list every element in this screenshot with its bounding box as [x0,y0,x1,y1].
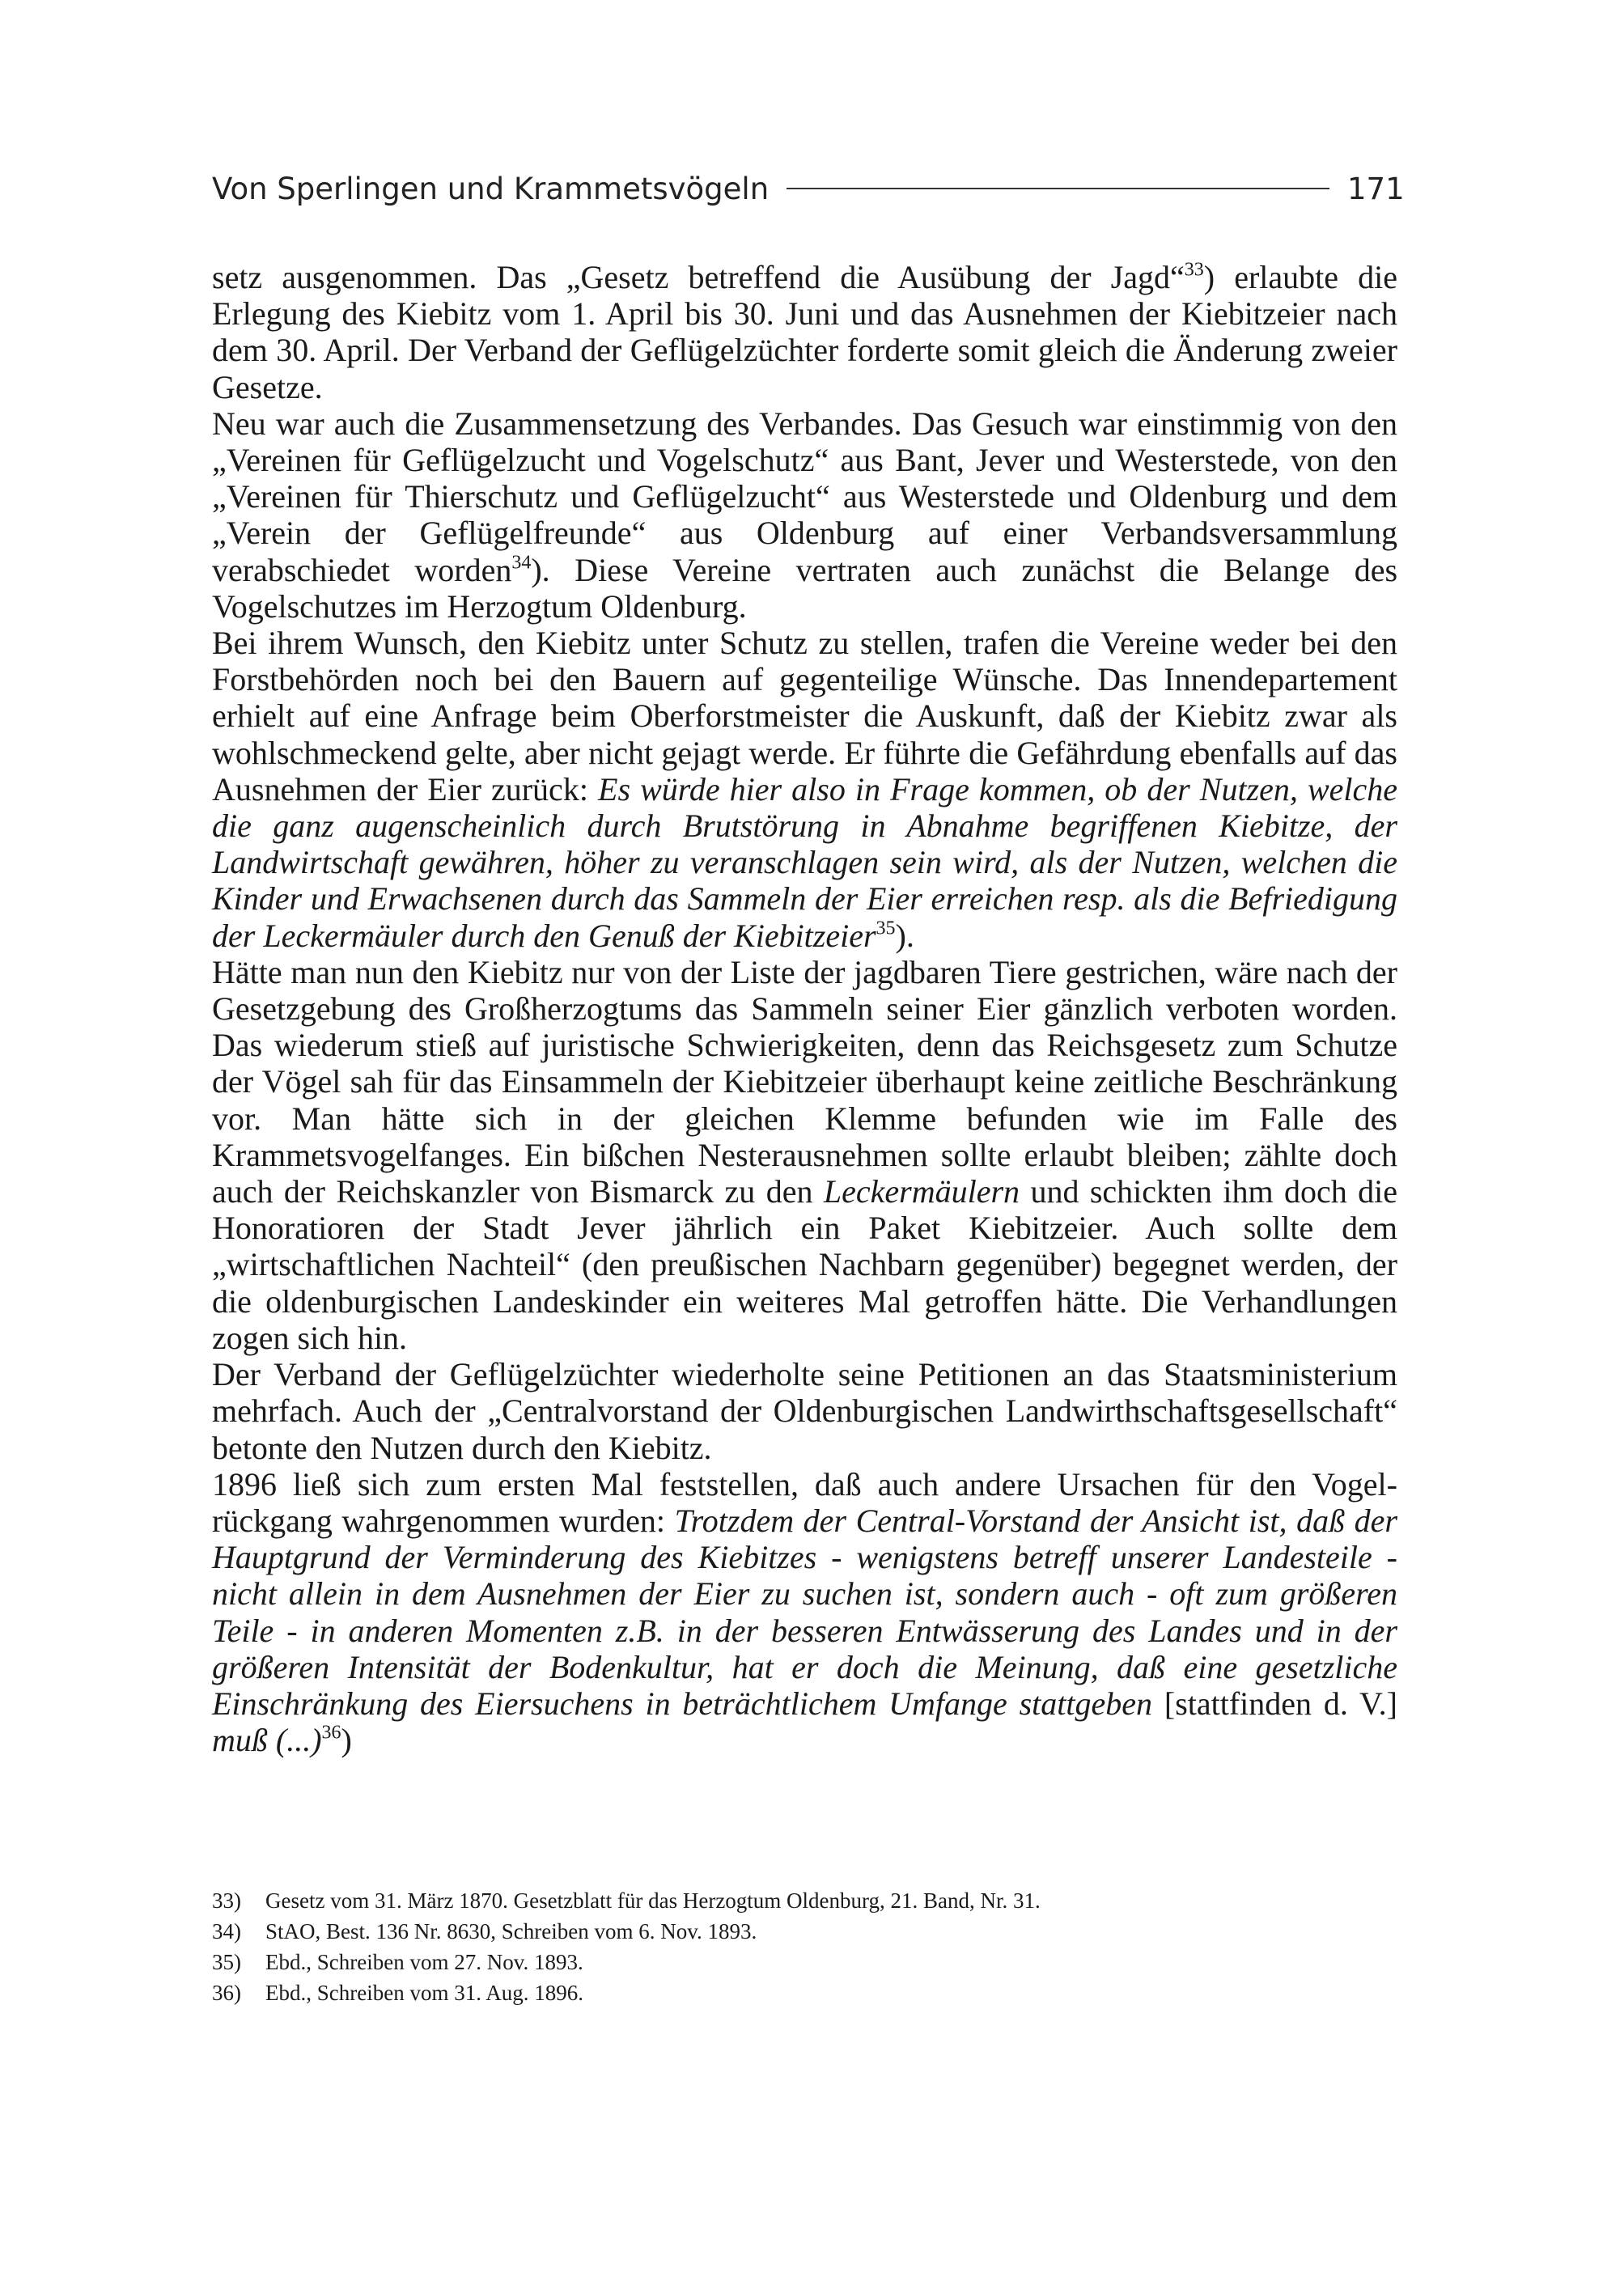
running-head [212,167,1405,210]
running-head-title: Von Sperlingen und Krammetsvögeln [212,171,770,206]
footnote-number: 35) [212,1950,241,1974]
footnotes [212,1885,1397,2008]
footnote-35 [212,1947,1397,1977]
quotation-italic: Trotzdem der Central-Vorstand der Ansicht ist, daß der Hauptgrund der Verminderung des Kiebitzes - wenigstens betreff unserer Landesteile - nicht allein in dem Ausnehmen der Eier zu suchen ist, sondern auch - oft zum größeren Teile - in anderen Momenten z.B. in der besseren Entwässerung des Landes und in der größeren Intensität der Bodenkultur, hat er doch die Meinung, daß eine gesetzliche Einschränkung des Eiersuchens in beträchtlichem Umfange stattgeben [212,1502,1397,1722]
footnote-number: 34) [212,1919,241,1943]
footnote-text: Ebd., Schreiben vom 27. Nov. 1893. [265,1950,583,1974]
text-run: Hätte man nun den Kiebitz nur von der Liste der jagdbaren Tiere gestrichen, wäre nach der Gesetzgebung des Großherzogtums das Sammeln seiner Eier gänzlich verboten worden. Das wiederum stieß auf juristische Schwierigkeiten, denn das Reichsgesetz zum Schutze der Vögel sah für das Einsammeln der Kiebitzeier überhaupt keine zeitliche Beschränkung vor. Man hätte sich in der gleichen Klemme befunden wie im Falle des Krammetsvogelfanges. Ein bißchen Nesterausnehmen sollte erlaubt bleiben; zählte doch auch der Reichskanzler von Bismarck zu den [212,953,1397,1210]
text-run: und schickten ihm doch die Honoratioren der Stadt Jever jährlich ein Paket Kiebitzeier. Auch sollte dem „wirtschaftlichen Nachteil“ (den preußischen Nachbarn gegenüber) begegnet werden, der die oldenburgischen Landeskinder ein weiteres Mal getroffen hätte. Die Verhandlungen zogen sich hin. [212,1173,1398,1356]
footnote-text: Gesetz vom 31. März 1870. Gesetzblatt für das Herzogtum Oldenburg, 21. Band, Nr. 31. [265,1888,1041,1913]
footnote-text: Ebd., Schreiben vom 31. Aug. 1896. [265,1981,583,2005]
footnote-ref-33: 33 [1184,259,1204,281]
text-run: ). Diese Vereine vertraten auch zunächst die Belange des Vogelschutzes im Herzogtum Oldenburg. [212,551,1398,625]
body-text [212,259,1397,1758]
paragraph-4 [212,954,1397,1356]
header-rule [787,188,1329,189]
footnote-text: StAO, Best. 136 Nr. 8630, Schreiben vom 6. Nov. 1893. [265,1919,757,1943]
footnote-number: 33) [212,1888,241,1913]
paragraph-6 [212,1466,1397,1759]
emphasis-italic: Leckermäulern [823,1173,1020,1210]
footnote-36 [212,1977,1397,2008]
footnote-ref-35: 35 [876,918,896,939]
quotation-italic: Es würde hier also in Frage kommen, ob der Nutzen, welche die ganz augenscheinlich durch Brutstörung in Abnahme begriffenen Kiebitze, der Landwirtschaft gewähren, höher zu veranschlagen sein wird, als der Nutzen, welchen die Kinder und Erwachsenen durch das Sammeln der Eier erreichen resp. als die Befriedigung der Leckermäuler durch den Genuß der Kiebitzeier [212,770,1398,954]
text-run: Bei ihrem Wunsch, den Kiebitz unter Schutz zu stellen, trafen die Vereine weder bei den Forstbehörden noch bei den Bauern auf gegenteilige Wünsche. Das Innendepartement erhielt auf eine Anfrage beim Oberforstmeister die Auskunft, daß der Kiebitz zwar als wohlschmeckend gelte, aber nicht gejagt werde. Er führte die Gefährdung ebenfalls auf das Ausnehmen der Eier zurück: [212,625,1397,807]
page-number: 171 [1347,171,1405,206]
footnote-number: 36) [212,1981,241,2005]
footnote-ref-34: 34 [511,552,532,574]
footnote-34 [212,1916,1397,1947]
text-run: 1896 ließ sich zum ersten Mal feststellen, daß auch andere Ursachen für den Vogelrückgang wahrgenommen wurden: [212,1465,1397,1539]
text-run: Neu war auch die Zusammensetzung des Verbandes. Das Gesuch war einstimmig von den „Vereinen für Geflügelzucht und Vogelschutz“ aus Bant, Jever und Westerstede, von den „Vereinen für Thierschutz und Geflügelzucht“ aus Westerstede und Oldenburg und dem „Verein der Geflügelfreunde“ aus Oldenburg auf einer Verbandsversammlung verabschiedet worden [212,405,1397,588]
paragraph-3 [212,625,1397,954]
footnote-33 [212,1885,1397,1916]
text-run: ) [341,1722,352,1759]
quotation-italic: muß (...) [212,1722,322,1759]
text-run: [stattfinden d. V.] [1152,1685,1398,1722]
text-run: ) erlaubte die Erlegung des Kiebitz vom 1. April bis 30. Juni und das Ausnehmen der Kiebitzeier nach dem 30. April. Der Verband der Geflügelzüchter forderte somit gleich die Änderung zweier Gesetze. [212,259,1397,405]
paragraph-2 [212,405,1397,625]
paragraph-1 [212,259,1397,405]
paragraph-5 [212,1356,1397,1466]
text-run: Der Verband der Geflügelzüchter wiederholte seine Petitionen an das Staatsministerium mehrfach. Auch der „Centralvorstand der Oldenburgischen Landwirthschaftsgesellschaft“ betonte den Nutzen durch den Kiebitz. [212,1356,1397,1466]
footnote-ref-36: 36 [321,1722,341,1744]
text-run: setz ausgenommen. Das „Gesetz betreffend die Ausübung der Jagd“ [212,259,1185,295]
text-run: ). [895,917,914,954]
